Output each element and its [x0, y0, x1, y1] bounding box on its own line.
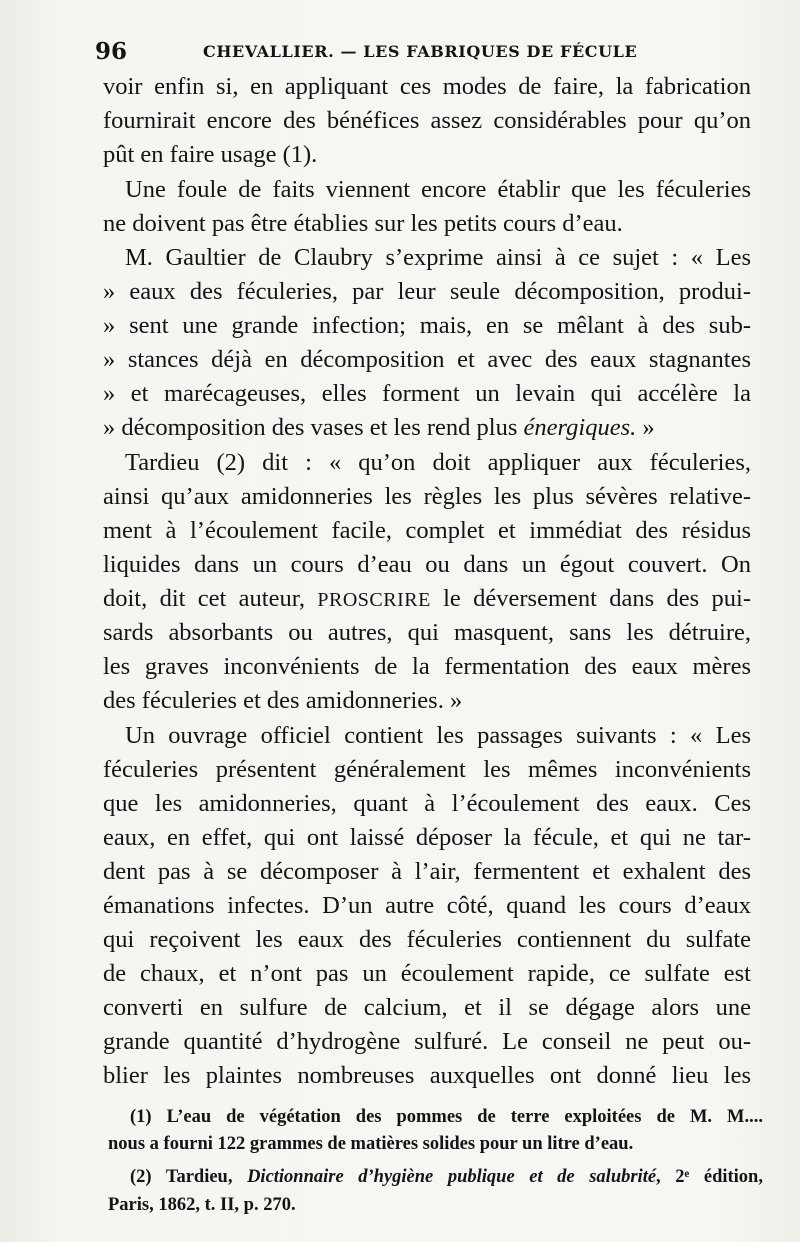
footnote-2 [130, 1163, 763, 1191]
text-line: grande quantité d’hydrogène sulfuré. Le conseil ne peut ou- [103, 1028, 751, 1055]
footnote-2-title: Dictionnaire d’hygiène publique et de salubrité [247, 1167, 657, 1187]
smallcaps-proscrire: PROSCRIRE [317, 589, 431, 611]
page-header [95, 38, 685, 68]
emphasis-energiques: énergiques. [523, 414, 637, 441]
paragraph-start-line: Tardieu (2) dit : « qu’on doit appliquer aux féculeries, [125, 449, 751, 476]
text-line: fournirait encore des bénéfices assez considérables pour qu’on [103, 107, 751, 134]
text-line: ainsi qu’aux amidonneries les règles les plus sévères relative- [103, 483, 751, 510]
quote-line: » stances déjà en décomposition et avec des eaux stagnantes [103, 346, 751, 373]
text-line: dent pas à se décomposer à l’air, fermentent et exhalent des [103, 858, 751, 885]
text-line: liquides dans un cours d’eau ou dans un égout couvert. On [103, 551, 751, 578]
text-line-end: le déversement dans des pui- [430, 585, 751, 612]
text-line: de chaux, et n’ont pas un écoulement rapide, ce sulfate est [103, 960, 751, 987]
text-line: ne doivent pas être établies sur les petits cours d’eau. [103, 210, 623, 237]
text-line: qui reçoivent les eaux des féculeries contiennent du sulfate [103, 926, 751, 953]
quote-line: » et marécageuses, elles forment un levain qui accélère la [103, 380, 751, 407]
text-line [103, 582, 751, 616]
paragraph-start-line: Une foule de faits viennent encore établir que les féculeries [125, 176, 751, 203]
quote-line: » sent une grande infection; mais, en se mêlant à des sub- [103, 312, 751, 339]
text-line: émanations infectes. D’un autre côté, quand les cours d’eaux [103, 892, 751, 919]
paragraph-start-line: Un ouvrage officiel contient les passages suivants : « Les [125, 722, 751, 749]
footnote-2-author: (2) Tardieu, [130, 1167, 248, 1187]
body-text [103, 70, 751, 1100]
quote-line-text: » décomposition des vases et les rend plus [103, 414, 524, 441]
footnote-2-edition: , 2ᵉ édition, [656, 1167, 763, 1187]
quote-line: » eaux des féculeries, par leur seule décomposition, produi- [103, 278, 751, 305]
page-number: 96 [95, 38, 128, 65]
footnote-2-continued: Paris, 1862, t. II, p. 270. [108, 1195, 296, 1215]
running-head: CHEVALLIER. — LES FABRIQUES DE FÉCULE [203, 42, 638, 61]
footnote-1-continued: nous a fourni 122 grammes de matières solides pour un litre d’eau. [108, 1134, 634, 1154]
paragraph-start-line: M. Gaultier de Claubry s’exprime ainsi à ce sujet : « Les [125, 244, 751, 271]
closing-quote: » [636, 414, 655, 441]
footnotes [108, 1103, 763, 1223]
text-line: sards absorbants ou autres, qui masquent, sans les détruire, [103, 619, 751, 646]
quote-line [103, 411, 751, 445]
text-line: les graves inconvénients de la fermentation des eaux mères [103, 653, 751, 680]
text-line: féculeries présentent généralement les mêmes inconvénients [103, 756, 751, 783]
text-line-start: doit, dit cet auteur, [103, 585, 318, 612]
text-line: voir enfin si, en appliquant ces modes de faire, la fabrication [103, 73, 751, 100]
text-line: pût en faire usage (1). [103, 141, 318, 168]
text-line: des féculeries et des amidonneries. » [103, 687, 463, 714]
text-line: eaux, en effet, qui ont laissé déposer la fécule, et qui ne tar- [103, 824, 751, 851]
footnote-1: (1) L’eau de végétation des pommes de terre exploitées de M. M.... [130, 1107, 763, 1127]
text-line: que les amidonneries, quant à l’écoulement des eaux. Ces [103, 790, 751, 817]
text-line: converti en sulfure de calcium, et il se dégage alors une [103, 994, 751, 1021]
text-line: blier les plaintes nombreuses auxquelles ont donné lieu les [103, 1062, 751, 1089]
text-line: ment à l’écoulement facile, complet et immédiat des résidus [103, 517, 751, 544]
